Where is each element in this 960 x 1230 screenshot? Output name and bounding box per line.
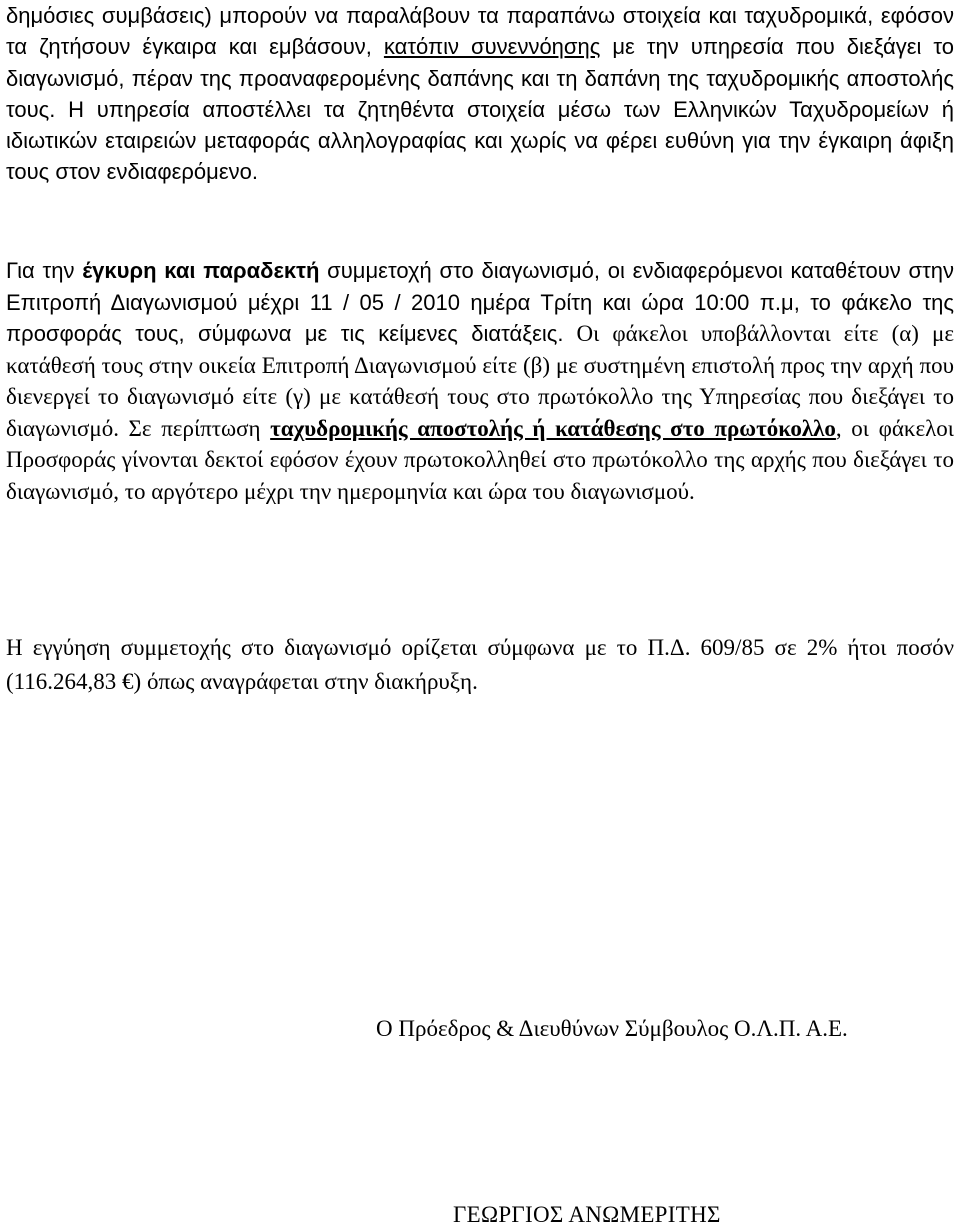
signoff-name: ΓΕΩΡΓΙΟΣ ΑΝΩΜΕΡΙΤΗΣ (453, 1202, 721, 1227)
paragraph2-intro: Για την (6, 258, 83, 283)
paragraph-submission-rules (6, 255, 954, 507)
paragraph1-underlined-phrase: κατόπιν συνεννόησης (383, 34, 601, 60)
paragraph-guarantee: Η εγγύηση συμμετοχής στο διαγωνισμό ορίζεται σύμφωνα με το Π.Δ. 609/85 σε 2% ήτοι ποσόν (116.264,83 €) όπως αναγράφεται στην διακήρυξη. (6, 635, 954, 694)
paragraph2-deadline-text: συμμετοχή στο διαγωνισμό, οι ενδιαφερόμενοι καταθέτουν στην Επιτροπή Διαγωνισμού μέχρι 11 / 05 / 2010 ημέρα Τρίτη και ώρα 10:00 π.μ, το φάκελο της προσφοράς τους, σύμφωνα με τις κείμενες διατάξεις. (6, 258, 954, 346)
paragraph2-delivery-methods: Οι φάκελοι υποβάλλονται είτε (α) με κατάθεσή τους στην οικεία Επιτροπή Διαγωνισμού είτε (β) με συστημένη επιστολή προς την αρχή που διενεργεί το διαγωνισμό είτε (γ) με κατάθεσή τους στο πρωτόκολλο της Υπηρεσίας που διεξάγει το διαγωνισμό. Σε περίπτωση (6, 321, 954, 441)
paragraph1-text-end: με την υπηρεσία που διεξάγει το διαγωνισμό, πέραν της προαναφερομένης δαπάνης και τη δαπάνη της ταχυδρομικής αποστολής τους. Η υπηρεσία αποστέλλει τα ζητηθέντα στοιχεία μέσω των Ελληνικών Ταχυδρομείων ή ιδιωτικών εταιρειών μεταφοράς αλληλογραφίας και χωρίς να φέρει ευθύνη για την έγκαιρη άφιξη τους στον ενδιαφερόμενο. (6, 34, 955, 185)
paragraph2-protocol-text: , οι φάκελοι Προσφοράς γίνονται δεκτοί εφόσον έχουν πρωτοκολληθεί στο πρωτόκολλο της αρχής που διεξάγει το διαγωνισμό, το αργότερο μέχρι την ημερομηνία και ώρα του διαγωνισμού. (6, 415, 954, 504)
paragraph-ordering-documents (6, 0, 954, 188)
paragraph1-text-start: δημόσιες συμβάσεις) μπορούν να παραλάβουν τα παραπάνω στοιχεία και ταχυδρομικά, εφόσον τα ζητήσουν έγκαιρα και εμβάσουν, (6, 3, 954, 60)
signoff-title: Ο Πρόεδρος & Διευθύνων Σύμβουλος Ο.Λ.Π. Α.Ε. (376, 1016, 848, 1041)
paragraph2-bold-phrase: έγκυρη και παραδεκτή (82, 258, 320, 283)
paragraph2-bold-underlined-phrase: ταχυδρομικής αποστολής ή κατάθεσης στο πρωτόκολλο (270, 415, 836, 441)
